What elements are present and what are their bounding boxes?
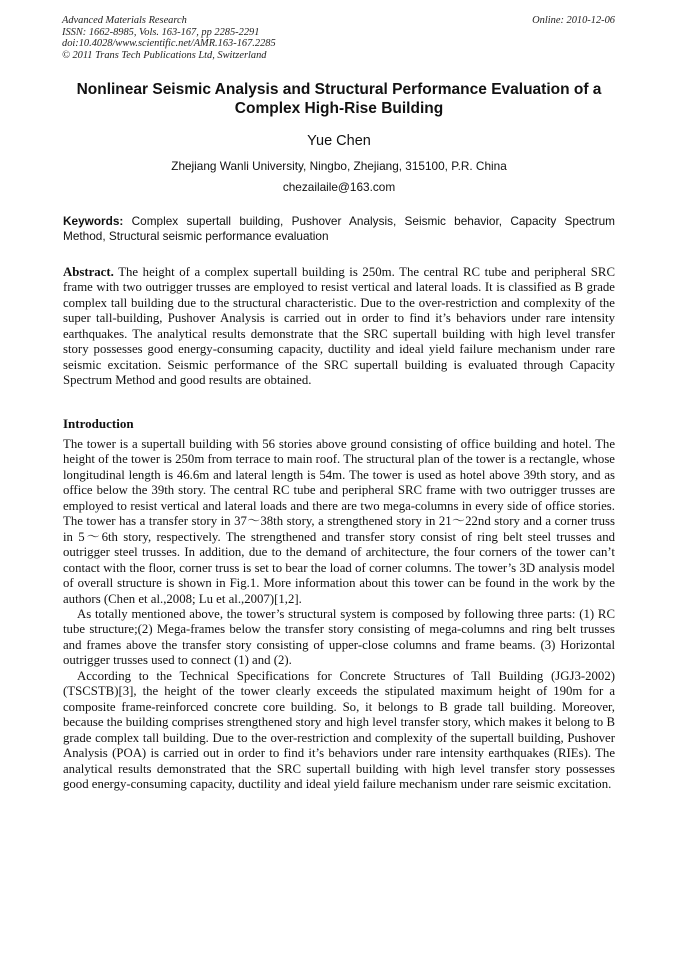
author-email[interactable]: chezailaile@163.com xyxy=(282,180,396,194)
keywords-label: Keywords: xyxy=(63,214,124,228)
abstract-text: The height of a complex supertall building is 250m. The central RC tube and peripheral SRC frame with two outrigger trusses are employed to resist vertical and lateral loads. It is classified as B grade complex tall building due to the structural characteristic. Due to the over-restriction and complexity of the super tall-building, Pushover Analysis is carried out in order to find it’s behaviors under rare intensity earthquakes. The analytical results demonstrate that the SRC supertall building with high level transfer story possesses good energy-consuming capacity, ductility and ideal yield failure mechanism under rare seismic excitation. Seismic performance of the SRC supertall building is evaluated through Capacity Spectrum Method and good results are obtained. xyxy=(63,265,615,388)
section-heading-introduction: Introduction xyxy=(63,416,134,431)
author-name: Yue Chen xyxy=(307,133,371,149)
online-date: Online: 2010-12-06 xyxy=(532,15,615,26)
intro-paragraph: As totally mentioned above, the tower’s structural system is composed by following three parts: (1) RC tube structure;(2) Mega-frames below the transfer story consisting of mega-columns and ring belt trusses and frames above the transfer story consisting of upper-close columns and frame beams. (3) Horizontal outrigger trusses used to connect (1) and (2). xyxy=(63,606,615,668)
intro-paragraph: The tower is a supertall building with 56 stories above ground consisting of office building and hotel. The height of the tower is 250m from terrace to main roof. The structural plan of the tower is a rectangle, whose longitudinal length is 46.6m and lateral length is 54m. The tower is used as hotel above 39th story, and as office below the 39th story. The central RC tube and peripheral SRC frame with two outrigger trusses are employed to resist vertical and lateral loads and there are two mega-columns in every side of office stories. The tower has a transfer story in 37～38th story, a strengthened story in 21～22nd story and a corner truss in 5～6th story, respectively. The strengthened and transfer story consist of ring belt steel trusses and outrigger steel trusses. In addition, due to the demand of architecture, the four corners of the tower can’t contact with the floor, corner truss is set to bear the load of corner columns. The tower’s 3D analysis model of overall structure is shown in Fig.1. More information about this tower can be found in the work by the authors (Chen et al.,2008; Lu et al.,2007)[1,2]. xyxy=(63,437,615,606)
journal-header xyxy=(62,15,276,61)
intro-paragraph: According to the Technical Specifications for Concrete Structures of Tall Building (JGJ3-2002)(TSCSTB)[3], the height of the tower clearly exceeds the stipulated maximum height of 190m for a composite frame-reinforced concrete core building. So, it belongs to B grade tall building. Moreover, because the building comprises strengthened story and high level transfer story, which makes it belong to B grade complex tall building. Due to the over-restriction and complexity of the supertall building, Pushover Analysis (POA) is carried out in order to find it’s behaviors under rare intensity earthquakes (RIEs). The analytical results demonstrated that the SRC supertall building with high level transfer story possesses good energy-consuming capacity, ductility and ideal yield failure mechanism under rare seismic excitation. xyxy=(63,668,615,791)
doi-line[interactable]: doi:10.4028/www.scientific.net/AMR.163-167.2285 xyxy=(62,38,276,50)
keywords-text: Complex supertall building, Pushover Analysis, Seismic behavior, Capacity Spectrum Method, Structural seismic performance evaluation xyxy=(63,214,615,244)
journal-name: Advanced Materials Research xyxy=(62,15,187,26)
introduction-body xyxy=(63,437,615,792)
abstract-label: Abstract. xyxy=(63,265,114,279)
issn-line: ISSN: 1662-8985, Vols. 163-167, pp 2285-2291 xyxy=(62,26,260,38)
author-affiliation: Zhejiang Wanli University, Ningbo, Zhejiang, 315100, P.R. China xyxy=(171,159,507,173)
abstract-block xyxy=(63,265,615,389)
paper-title: Nonlinear Seismic Analysis and Structural Performance Evaluation of a Complex High-Rise Building xyxy=(76,81,602,117)
keywords-block xyxy=(63,214,615,245)
copyright-line: © 2011 Trans Tech Publications Ltd, Switzerland xyxy=(62,49,267,61)
